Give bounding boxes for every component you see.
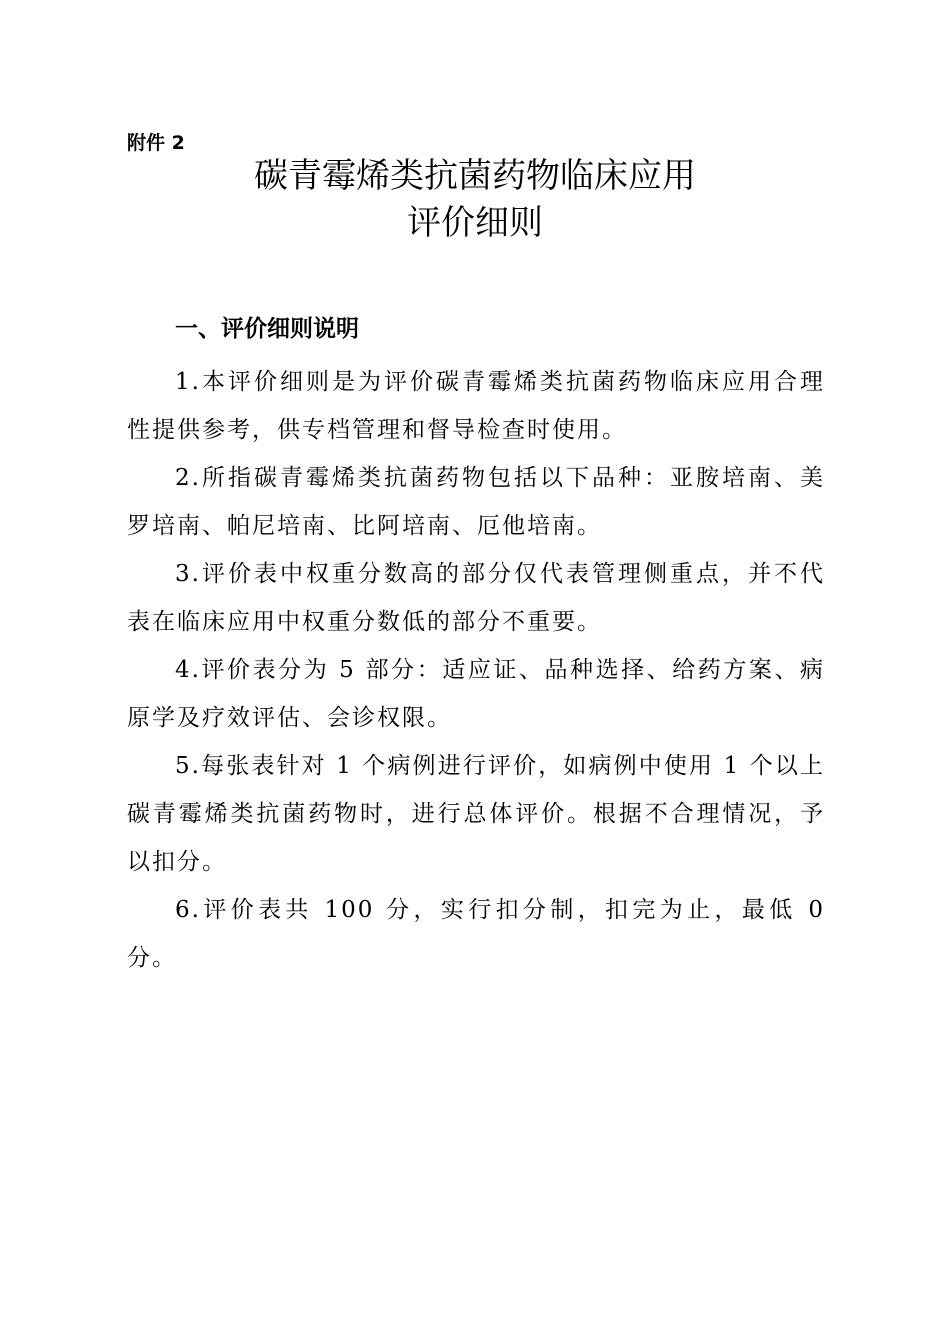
paragraph-3: 3.评价表中权重分数高的部分仅代表管理侧重点，并不代表在临床应用中权重分数低的部分不重要。	[127, 561, 825, 635]
document-title-line-2: 评价细则	[407, 203, 543, 243]
attachment-label: 附件 2	[127, 132, 185, 154]
document-title-line-1: 碳青霉烯类抗菌药物临床应用	[254, 156, 696, 196]
section-heading: 一、评价细则说明	[175, 316, 359, 342]
paragraph-2: 2.所指碳青霉烯类抗菌药物包括以下品种：亚胺培南、美罗培南、帕尼培南、比阿培南、厄他培南。	[127, 465, 825, 539]
paragraph-1: 1.本评价细则是为评价碳青霉烯类抗菌药物临床应用合理性提供参考，供专档管理和督导检查时使用。	[127, 369, 825, 443]
document-body	[127, 358, 825, 982]
paragraph-4: 4.评价表分为 5 部分：适应证、品种选择、给药方案、病原学及疗效评估、会诊权限。	[127, 657, 825, 731]
paragraph-6: 6.评价表共 100 分，实行扣分制，扣完为止，最低 0 分。	[127, 897, 825, 971]
paragraph-5: 5.每张表针对 1 个病例进行评价，如病例中使用 1 个以上碳青霉烯类抗菌药物时，进行总体评价。根据不合理情况，予以扣分。	[127, 753, 825, 875]
